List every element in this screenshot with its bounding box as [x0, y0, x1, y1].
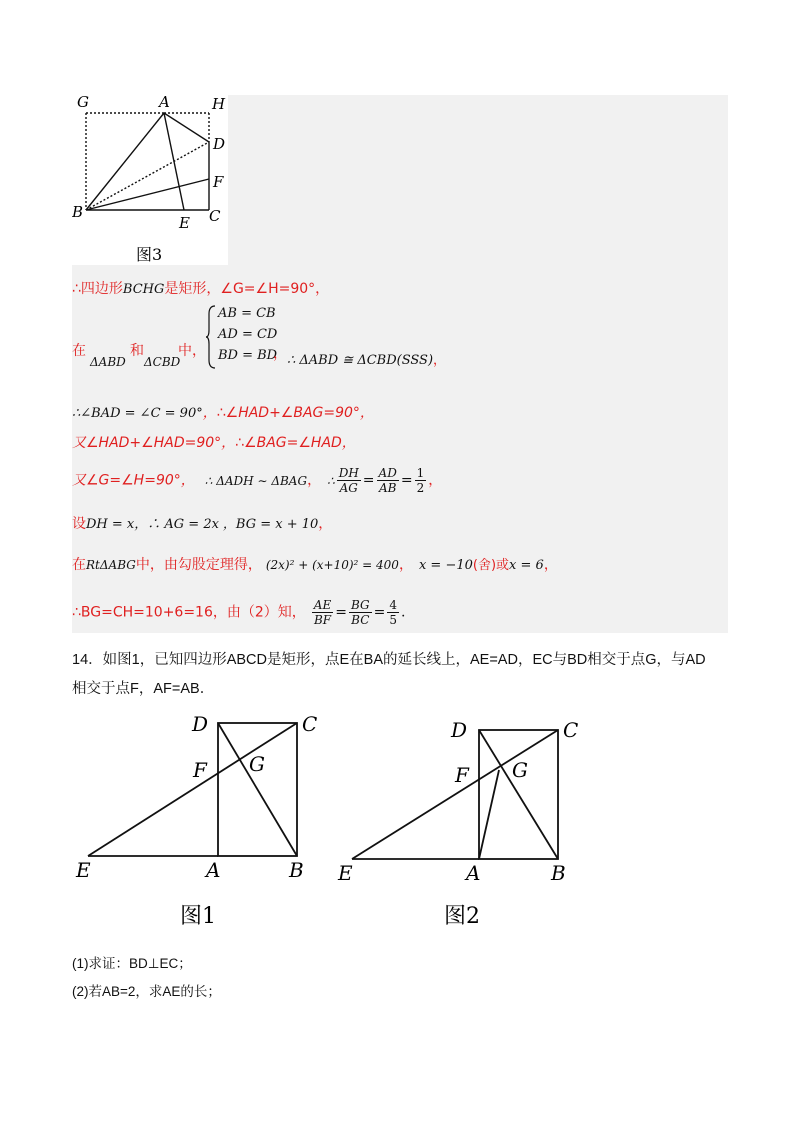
label-C: C — [209, 207, 221, 225]
figure-1-caption: 图1 — [180, 904, 216, 929]
question-14-line-2: 相交于点F，AF=AB． — [72, 681, 215, 697]
fig1-label-D: D — [192, 712, 209, 736]
label-D: D — [213, 135, 226, 153]
fig2-label-A: A — [466, 861, 481, 885]
label-A: A — [159, 95, 170, 111]
fraction-bg-bc: $\frac{BG}{BC}$ — [350, 598, 370, 627]
congruence-conclusion: ∴ ΔABD ≅ ΔCBD(SSS)， — [287, 353, 447, 368]
congruence-system: AB = CB AD = CD BD = BD — [218, 306, 278, 363]
label-F: F — [213, 173, 224, 191]
fig1-label-G: G — [249, 752, 265, 776]
solution-line-8: ∴BG=CH=10+6=16，由（2）知， $\frac{AE}{BF}$ = $\frac{BG}{BC}$ = $\frac{4}{5}$ . — [72, 598, 406, 627]
question-part-2: (2)若AB=2，求AE的长； — [72, 984, 221, 999]
solution-line-6: 设DH = x，∴ AG = 2x ，BG = x + 10， — [72, 516, 333, 532]
label-B: B — [72, 203, 84, 221]
fraction-dh-ag: $\frac{DH}{AG}$ — [338, 466, 359, 495]
label-H: H — [212, 95, 226, 113]
solution-word-he: 和 — [130, 343, 144, 359]
fig2-label-E: E — [338, 861, 353, 885]
solution-line-5: 又∠G=∠H=90°， ∴ ΔADH ∼ ΔBAG， ∴ $\frac{DH}{AG}$ = $\frac{AD}{AB}$ = $\frac{1}{2}$ ， — [72, 466, 443, 495]
figure-3 — [72, 95, 228, 265]
figure-3-caption: 图3 — [136, 245, 163, 264]
figure-3-diagram — [72, 95, 228, 265]
fig1-label-E: E — [76, 858, 91, 882]
fraction-ad-ab: $\frac{AD}{AB}$ — [378, 466, 397, 495]
fraction-ae-bf: $\frac{AE}{BF}$ — [313, 598, 332, 627]
question-14-line-1: 14．如图1，已知四边形ABCD是矩形，点E在BA的延长线上，AE=AD，EC与BD相交于点G，与AD — [72, 652, 706, 668]
brace-icon — [205, 304, 217, 370]
fig1-label-B: B — [289, 858, 304, 882]
fig2-label-B: B — [551, 861, 566, 885]
solution-line-7: 在RtΔABG中，由勾股定理得， (2x)² + (x+10)² = 400， x = −10(舍)或x = 6， — [72, 557, 558, 573]
solution-comma: ， — [273, 346, 287, 362]
solution-line-2a: 在 — [72, 343, 86, 359]
question-part-1: (1)求证：BD⊥EC； — [72, 956, 192, 971]
fig1-label-F: F — [193, 758, 207, 782]
fraction-one-half: $\frac{1}{2}$ — [416, 466, 425, 495]
fraction-four-fifths: $\frac{4}{5}$ — [389, 598, 397, 627]
solution-line-1: ∴四边形BCHG是矩形，∠G=∠H=90°， — [72, 281, 330, 297]
figure-2-caption: 图2 — [444, 904, 480, 929]
solution-tri1: ΔABD — [90, 355, 126, 369]
solution-word-zhong: 中， — [178, 343, 206, 359]
fig1-label-A: A — [206, 858, 221, 882]
fig2-label-F: F — [455, 763, 469, 787]
fig2-label-C: C — [563, 718, 579, 742]
fig2-label-D: D — [451, 718, 468, 742]
figure-2-diagram — [332, 705, 592, 935]
solution-tri2: ΔCBD — [144, 355, 181, 369]
fig2-label-G: G — [512, 758, 528, 782]
figure-1-diagram — [70, 705, 340, 935]
fig1-label-C: C — [302, 712, 318, 736]
solution-line-3: ∴∠BAD = ∠C = 90°，∴∠HAD+∠BAG=90°， — [72, 405, 374, 421]
label-G: G — [77, 95, 89, 111]
solution-line-4: 又∠HAD+∠HAD=90°，∴∠BAG=∠HAD， — [72, 435, 356, 451]
label-E: E — [179, 214, 190, 232]
